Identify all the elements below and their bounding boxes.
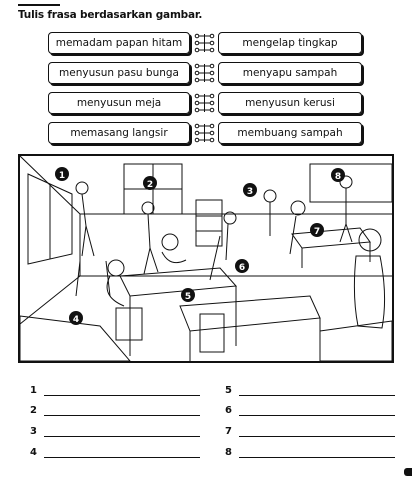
phrase-left: menyusun pasu bunga <box>48 62 190 84</box>
answer-row <box>225 405 400 419</box>
answer-row <box>225 447 400 461</box>
answer-number: 4 <box>30 447 37 458</box>
phrase-left: menyusun meja <box>48 92 190 114</box>
scene-marker <box>69 311 83 325</box>
scene-marker-label: 7 <box>313 227 321 237</box>
answer-number: 8 <box>225 447 232 458</box>
phrase-right: mengelap tingkap <box>218 32 362 54</box>
scene-marker <box>243 183 257 197</box>
answer-number: 6 <box>225 405 232 416</box>
scene-marker-label: 8 <box>334 172 342 182</box>
phrase-pair <box>48 92 362 114</box>
answer-row <box>30 405 205 419</box>
scene-marker-label: 2 <box>146 180 154 190</box>
scene-marker <box>331 168 345 182</box>
scene-marker-label: 3 <box>246 187 254 197</box>
phrase-right: menyusun kerusi <box>218 92 362 114</box>
connector-dots-icon <box>191 122 218 144</box>
answer-line[interactable] <box>239 395 395 396</box>
phrase-pair <box>48 62 362 84</box>
scene-marker-label: 6 <box>238 263 246 273</box>
answer-row <box>225 426 400 440</box>
page-corner-mark <box>404 468 412 476</box>
phrase-pair <box>48 32 362 54</box>
answer-line[interactable] <box>239 415 395 416</box>
scene-marker-label: 4 <box>72 315 80 325</box>
scene-marker-label: 5 <box>184 292 192 302</box>
answer-row <box>30 426 205 440</box>
classroom-drawing <box>20 156 392 361</box>
scene-marker <box>143 176 157 190</box>
phrase-left: memadam papan hitam <box>48 32 190 54</box>
answer-number: 3 <box>30 426 37 437</box>
answer-row <box>225 385 400 399</box>
scene-marker-label: 1 <box>58 171 66 181</box>
header-rule <box>18 4 60 6</box>
instruction-text: Tulis frasa berdasarkan gambar. <box>18 9 203 21</box>
answer-number: 2 <box>30 405 37 416</box>
phrase-right: menyapu sampah <box>218 62 362 84</box>
scene-marker <box>235 259 249 273</box>
phrase-left: memasang langsir <box>48 122 190 144</box>
answer-line[interactable] <box>239 436 395 437</box>
scene-marker <box>181 288 195 302</box>
phrase-pair <box>48 122 362 144</box>
scene-marker <box>310 223 324 237</box>
connector-dots-icon <box>191 62 218 84</box>
answer-line[interactable] <box>44 436 200 437</box>
classroom-illustration <box>18 154 394 363</box>
answer-number: 1 <box>30 385 37 396</box>
phrase-right: membuang sampah <box>218 122 362 144</box>
answer-number: 7 <box>225 426 232 437</box>
connector-dots-icon <box>191 32 218 54</box>
answer-line[interactable] <box>44 395 200 396</box>
answer-line[interactable] <box>44 415 200 416</box>
answer-row <box>30 385 205 399</box>
answer-line[interactable] <box>239 457 395 458</box>
scene-marker <box>55 167 69 181</box>
answer-number: 5 <box>225 385 232 396</box>
answer-line[interactable] <box>44 457 200 458</box>
answer-row <box>30 447 205 461</box>
connector-dots-icon <box>191 92 218 114</box>
